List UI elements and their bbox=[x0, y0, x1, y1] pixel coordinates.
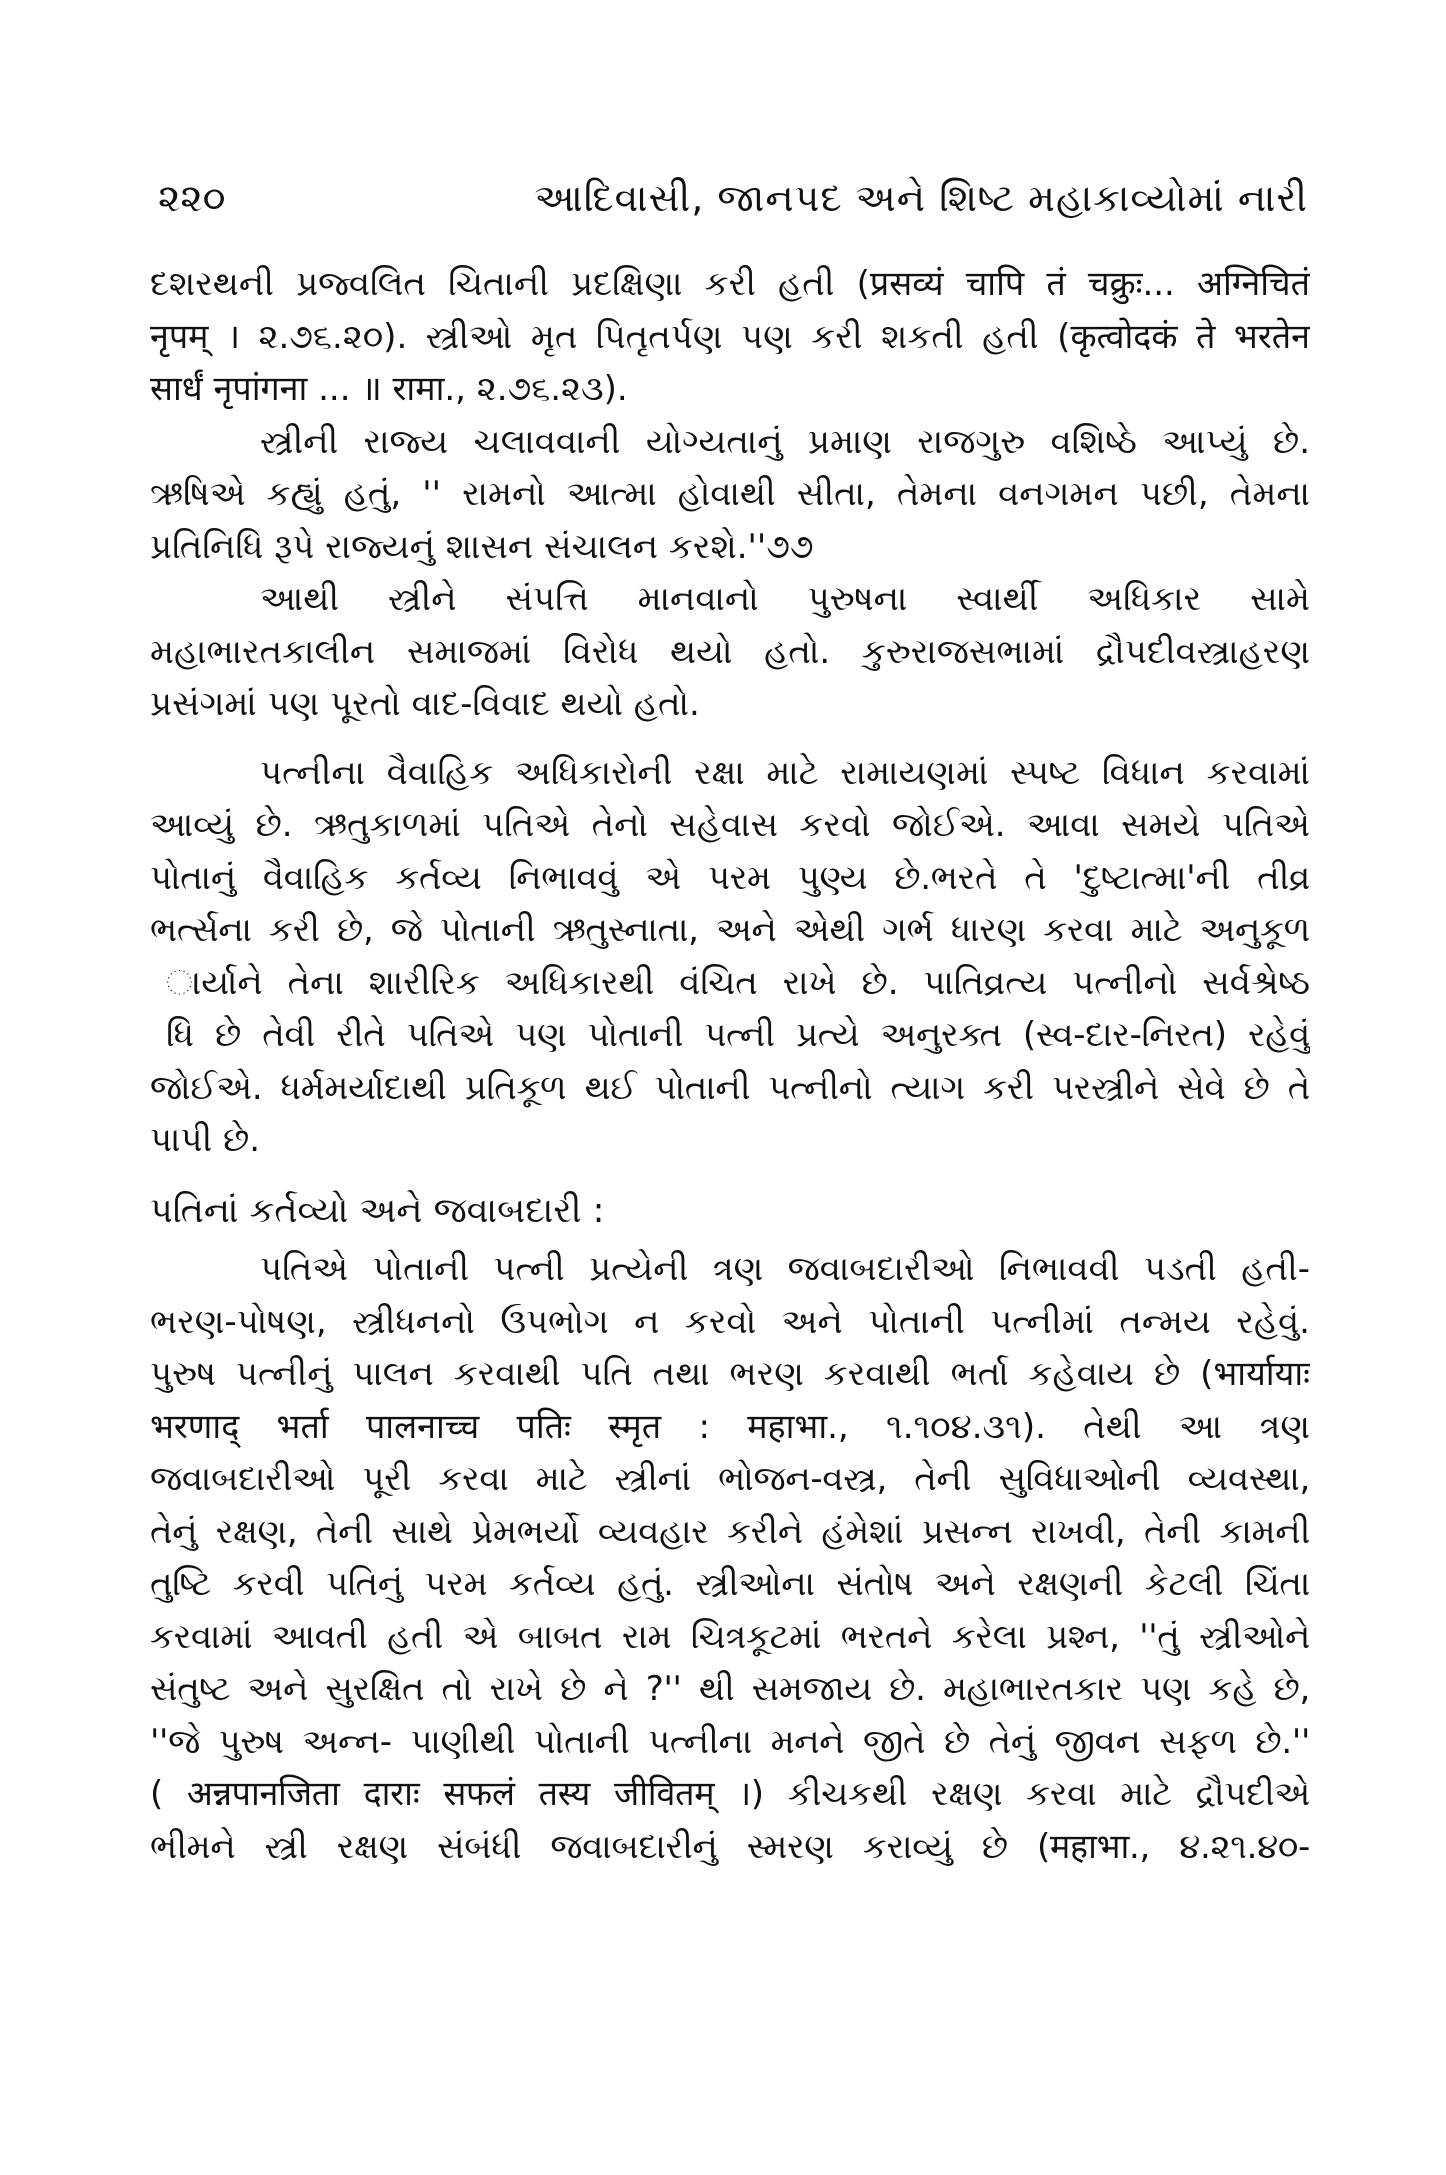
text-line: ઋષિએ કહ્યું હતું, '' રામનો આત્મા હોવાથી સીતા, તેમના વનગમન પછી, તેમના bbox=[150, 474, 1310, 514]
running-title: આદિવાસી, જાનપદ અને શિષ્ટ મહાકાવ્યોમાં નારી bbox=[534, 176, 1308, 220]
text-line: આવ્યું છે. ઋતુકાળમાં પતિએ તેનો સહેવાસ કરવો જોઈએ. આવા સમયે પતિએ bbox=[150, 805, 1310, 845]
text-line: પ્રતિનિધિ રૂપે રાજ્યનું શાસન સંચાલન કરશે.''૭૭ bbox=[150, 526, 814, 567]
text-line: પુરુષ પત્નીનું પાલન કરવાથી પતિ તથા ભરણ કરવાથી ભર્તા કહેવાય છે (भार्यायाः bbox=[150, 1354, 1310, 1394]
text-line: આથી સ્ત્રીને સંપત્તિ માનવાનો પુરુષના સ્વાર્થી અધિકાર સામે bbox=[260, 579, 1310, 619]
text-line: ાર્યાને તેના શારીરિક અધિકારથી વંચિત રાખે છે. પાતિવ્રત્ય પત્નીનો સર્વશ્રેષ્ઠ bbox=[166, 962, 1310, 1003]
text-line: દશરથની પ્રજ્વલિત ચિતાની પ્રદક્ષિણા કરી હતી (प्रसव्यं चापि तं चक्रुः... अग्निचितं bbox=[150, 264, 1310, 304]
text-line: પત્નીના વૈવાહિક અધિકારોની રક્ષા માટે રામાયણમાં સ્પષ્ટ વિધાન કરવામાં bbox=[260, 752, 1310, 793]
text-line: ( अन्नपानजिता दाराः सफलं तस्य जीवितम् ।) કીચકથી રક્ષણ કરવા માટે દ્રૌપદીએ bbox=[150, 1774, 1310, 1814]
text-line: જોઈએ. ધર્મમર્યાદાથી પ્રતિકૂળ થઈ પોતાની પત્નીનો ત્યાગ કરી પરસ્ત્રીને સેવે છે તે bbox=[150, 1067, 1310, 1108]
text-line: ''જે પુરુષ અન્ન- પાણીથી પોતાની પત્નીના મનને જીતે છે તેનું જીવન સફળ છે.'' bbox=[150, 1721, 1310, 1762]
text-line: પોતાનું વૈવાહિક કર્તવ્ય નિભાવવું એ પરમ પુણ્ય છે.ભરતે તે 'દુષ્ટાત્મા'ની તીવ્ર bbox=[150, 857, 1310, 898]
text-line: ભીમને સ્ત્રી રક્ષણ સંબંધી જવાબદારીનું સ્મરણ કરાવ્યું છે (महाभा., ૪.૨૧.૪૦- bbox=[150, 1826, 1310, 1867]
text-line: ધિ છે તેવી રીતે પતિએ પણ પોતાની પત્ની પ્રત્યે અનુરક્ત (સ્વ-દાર-નિરત) રહેવું bbox=[166, 1015, 1310, 1055]
text-line: भरणाद् भर्ता पालनाच्च पतिः स्मृत : महाभा., ૧.૧૦૪.૩૧). તેથી આ ત્રણ bbox=[150, 1406, 1310, 1447]
text-line: સંતુષ્ટ અને સુરક્ષિત તો રાખે છે ને ?'' થી સમજાય છે. મહાભારતકાર પણ કહે છે, bbox=[150, 1669, 1310, 1709]
page-header bbox=[158, 168, 1308, 228]
text-line: પતિએ પોતાની પત્ની પ્રત્યેની ત્રણ જવાબદારીઓ નિભાવવી પડતી હતી- bbox=[260, 1249, 1310, 1289]
text-line: જવાબદારીઓ પૂરી કરવા માટે સ્ત્રીનાં ભોજન-વસ્ત્ર, તેની સુવિધાઓની વ્યવસ્થા, bbox=[150, 1459, 1310, 1499]
text-line: મહાભારતકાલીન સમાજમાં વિરોધ થયો હતો. કુરુરાજસભામાં દ્રૌપદીવસ્ત્રાહરણ bbox=[150, 631, 1310, 672]
section-heading: પતિનાં કર્તવ્યો અને જવાબદારી : bbox=[150, 1190, 605, 1231]
text-line: તુષ્ટિ કરવી પતિનું પરમ કર્તવ્ય હતું. સ્ત્રીઓના સંતોષ અને રક્ષણની કેટલી ચિંતા bbox=[150, 1564, 1310, 1604]
text-line: કરવામાં આવતી હતી એ બાબત રામ ચિત્રકૂટમાં ભરતને કરેલા પ્રશ્ન, ''તું સ્ત્રીઓને bbox=[150, 1616, 1310, 1657]
text-line: नृपम् । ૨.૭૬.૨૦). સ્ત્રીઓ મૃત પિતૃતર્પણ પણ કરી શકતી હતી (कृत्वोदकं ते भरतेन bbox=[150, 316, 1310, 357]
text-line: પ્રસંગમાં પણ પૂરતો વાદ-વિવાદ થયો હતો. bbox=[150, 684, 700, 724]
text-line: સ્ત્રીની રાજ્ય ચલાવવાની યોગ્યતાનું પ્રમાણ રાજગુરુ વશિષ્ઠે આપ્યું છે. bbox=[260, 421, 1310, 462]
text-line: ભર્ત્સના કરી છે, જે પોતાની ઋતુસ્નાતા, અને એથી ગર્ભ ધારણ કરવા માટે અનુકૂળ bbox=[150, 910, 1310, 950]
page-number: ૨૨૦ bbox=[158, 176, 226, 220]
body-text bbox=[150, 258, 1310, 1873]
text-line: ભરણ-પોષણ, સ્ત્રીધનનો ઉપભોગ ન કરવો અને પોતાની પત્નીમાં તન્મય રહેવું. bbox=[150, 1301, 1310, 1342]
text-line: તેનું રક્ષણ, તેની સાથે પ્રેમભર્યો વ્યવહાર કરીને હંમેશાં પ્રસન્ન રાખવી, તેની કામની bbox=[150, 1511, 1310, 1552]
text-line: પાપી છે. bbox=[150, 1120, 261, 1160]
text-line: सार्धं नृपांगना ... ॥ रामा., ૨.૭૬.૨૩). bbox=[150, 369, 628, 409]
